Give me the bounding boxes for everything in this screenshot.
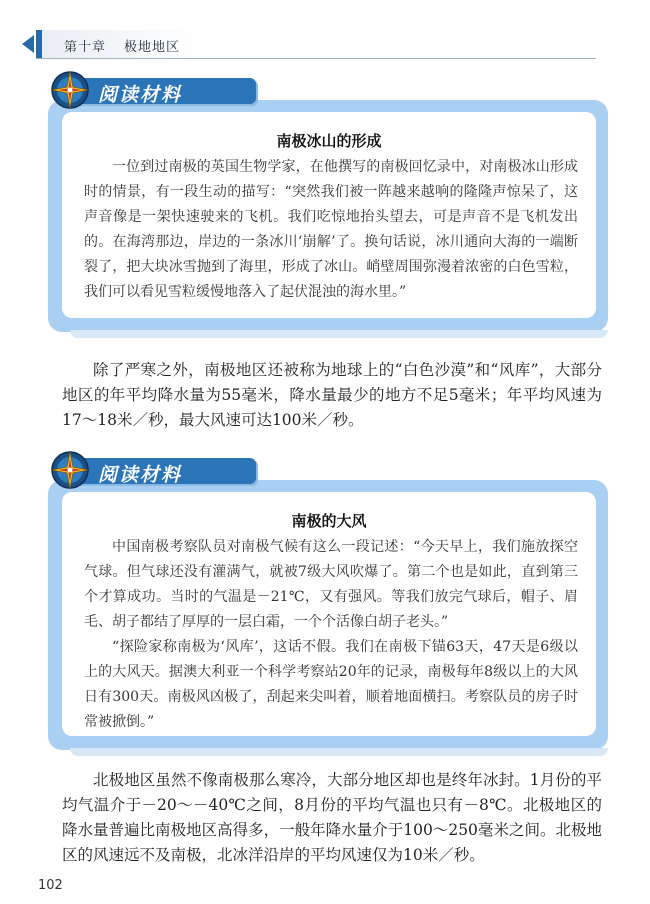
reading-frame xyxy=(48,100,608,332)
reading-paragraph: 一位到过南极的英国生物学家，在他撰写的南极回忆录中，对南极冰山形成时的情景，有一段生动的描写：“突然我们被一阵越来越响的隆隆声惊呆了，这声音像是一架快速驶来的飞机。我们吃惊地抬头望去，可是声音不是飞机发出的。在海湾那边，岸边的一条冰川‘崩解’了。换句话说，冰川通向大海的一端断裂了，把大块冰雪抛到了海里，形成了冰山。峭壁周围弥漫着浓密的白色雪粒，我们可以看见雪粒缓慢地落入了起伏混浊的海水里。” xyxy=(84,159,578,300)
chapter-label: 第十章 xyxy=(64,40,107,55)
reading-paragraph-2: “探险家称南极为‘风库’，这话不假。我们在南极下锚63天，47天是6级以上的大风天。据澳大利亚一个科学考察站20年的记录，南极每年8级以上的大风日有300天。南极风凶极了，刮起来尖叫着，顺着地面横扫。考察队员的房子时常被掀倒。” xyxy=(84,639,578,730)
compass-rose-icon xyxy=(50,450,90,490)
reading-frame xyxy=(48,480,608,750)
reading-title: 南极的大风 xyxy=(291,512,367,530)
reading-box-1 xyxy=(48,72,608,336)
header-text xyxy=(64,36,180,55)
reading-content xyxy=(62,112,596,318)
header-arrow-icon xyxy=(22,35,34,53)
reading-banner xyxy=(78,458,256,484)
frame-shadow xyxy=(70,748,608,756)
reading-banner-text: 阅读材料 xyxy=(98,464,183,486)
reading-banner xyxy=(78,78,256,104)
reading-text xyxy=(62,151,596,305)
reading-banner-text: 阅读材料 xyxy=(98,84,183,106)
header-bar xyxy=(36,30,202,58)
reading-title: 南极冰山的形成 xyxy=(276,132,382,150)
body-text-1: 除了严寒之外，南极地区还被称为地球上的“白色沙漠”和“风库”，大部分地区的年平均降水量为55毫米，降水量最少的地方不足5毫米；年平均风速为17～18米／秒，最大风速可达100米／秒。 xyxy=(62,361,602,429)
reading-box-2 xyxy=(48,452,608,742)
header-divider xyxy=(36,58,596,59)
section-label: 极地地区 xyxy=(124,40,181,55)
reading-content xyxy=(62,492,596,736)
chapter-header xyxy=(36,30,596,60)
body-text-2: 北极地区虽然不像南极那么寒冷，大部分地区却也是终年冰封。1月份的平均气温介于－20～－40℃之间，8月份的平均气温也只有－8℃。北极地区的降水量普遍比南极地区高得多，一般年降水量介于100～250毫米之间。北极地区的风速远不及南极，北冰洋沿岸的平均风速仅为10米／秒。 xyxy=(62,771,602,864)
reading-text xyxy=(62,531,596,735)
body-paragraph-1 xyxy=(62,358,602,433)
frame-shadow xyxy=(70,330,608,338)
reading-paragraph-1: 中国南极考察队员对南极气候有这么一段记述：“今天早上，我们施放探空气球。但气球还没有灌满气，就被7级大风吹爆了。第二个也是如此，直到第三个才算成功。当时的气温是－21℃，又有强风。等我们放完气球后，帽子、眉毛、胡子都结了厚厚的一层白霜，一个个活像白胡子老头。” xyxy=(84,539,578,630)
compass-rose-icon xyxy=(50,70,90,110)
page-number: 102 xyxy=(38,878,63,893)
body-paragraph-2 xyxy=(62,768,602,868)
